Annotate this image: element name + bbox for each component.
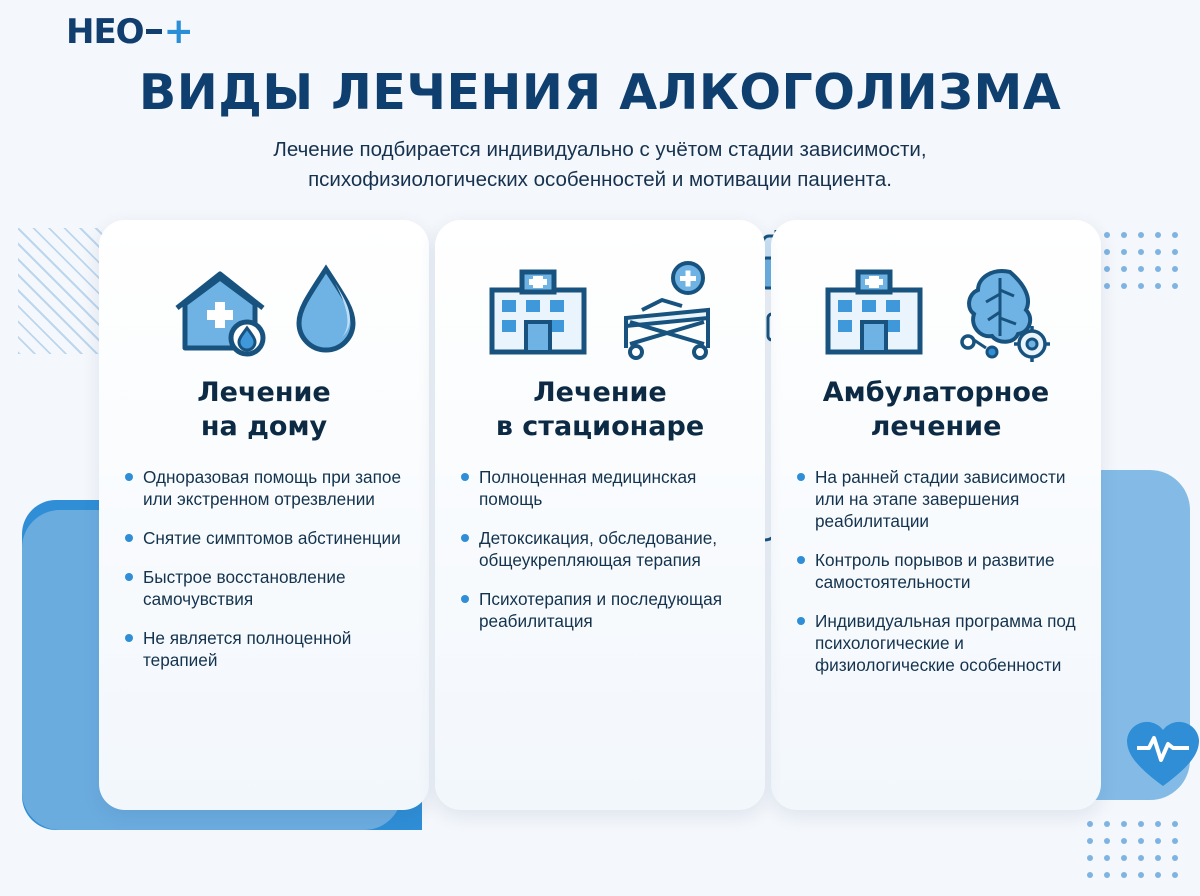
treatment-cards	[0, 220, 1200, 810]
list-item: На ранней стадии зависимости или на этапе завершения реабилитации	[795, 466, 1077, 532]
card-inpatient-title-line-2: в стационаре	[495, 411, 705, 443]
card-outpatient-title-line-1: Амбулаторное	[822, 377, 1050, 409]
card-outpatient-treatment[interactable]	[771, 220, 1101, 810]
hospital-building-icon	[478, 256, 598, 366]
card-outpatient-title	[795, 376, 1077, 444]
house-medical-icon	[165, 256, 275, 366]
card-inpatient-treatment[interactable]	[435, 220, 765, 810]
list-item: Одноразовая помощь при запое или экстренном отрезвлении	[123, 466, 405, 510]
list-item: Не является полноценной терапией	[123, 627, 405, 671]
card-inpatient-list	[459, 466, 741, 632]
brain-gear-icon	[948, 256, 1058, 366]
page-subtitle-line-2: психофизиологических особенностей и мотивации пациента.	[308, 167, 892, 191]
list-item: Контроль порывов и развитие самостоятельности	[795, 549, 1077, 593]
brand-logo	[66, 11, 193, 52]
page-title: ВИДЫ ЛЕЧЕНИЯ АЛКОГОЛИЗМА	[138, 64, 1062, 121]
card-home-treatment[interactable]	[99, 220, 429, 810]
card-inpatient-title	[459, 376, 741, 444]
card-home-title	[123, 376, 405, 444]
page-subtitle	[100, 135, 1100, 194]
card-outpatient-title-line-2: лечение	[870, 411, 1002, 443]
card-home-list	[123, 466, 405, 671]
heart-pulse-icon	[1123, 716, 1200, 790]
brand-logo-plus: +	[163, 11, 193, 52]
list-item: Снятие симптомов абстиненции	[123, 527, 405, 549]
page-header	[0, 0, 1200, 194]
list-item: Индивидуальная программа под психологические и физиологические особенности	[795, 610, 1077, 676]
hospital-bed-icon	[612, 256, 722, 366]
card-home-title-line-1: Лечение	[197, 377, 331, 409]
brand-logo-text: НЕО	[66, 12, 144, 52]
card-home-icons	[123, 246, 405, 376]
card-home-title-line-2: на дому	[200, 411, 328, 443]
card-inpatient-title-line-1: Лечение	[533, 377, 667, 409]
list-item: Быстрое восстановление самочувствия	[123, 566, 405, 610]
list-item: Психотерапия и последующая реабилитация	[459, 588, 741, 632]
clinic-building-icon	[814, 256, 934, 366]
water-drop-icon	[289, 261, 363, 361]
card-inpatient-icons	[459, 246, 741, 376]
list-item: Детоксикация, обследование, общеукрепляющая терапия	[459, 527, 741, 571]
dot-grid-bottom-right-decoration	[1087, 821, 1178, 878]
card-outpatient-list	[795, 466, 1077, 676]
card-outpatient-icons	[795, 246, 1077, 376]
list-item: Полноценная медицинская помощь	[459, 466, 741, 510]
brand-logo-bar-decoration	[146, 29, 162, 34]
page-subtitle-line-1: Лечение подбирается индивидуально с учётом стадии зависимости,	[273, 138, 927, 161]
